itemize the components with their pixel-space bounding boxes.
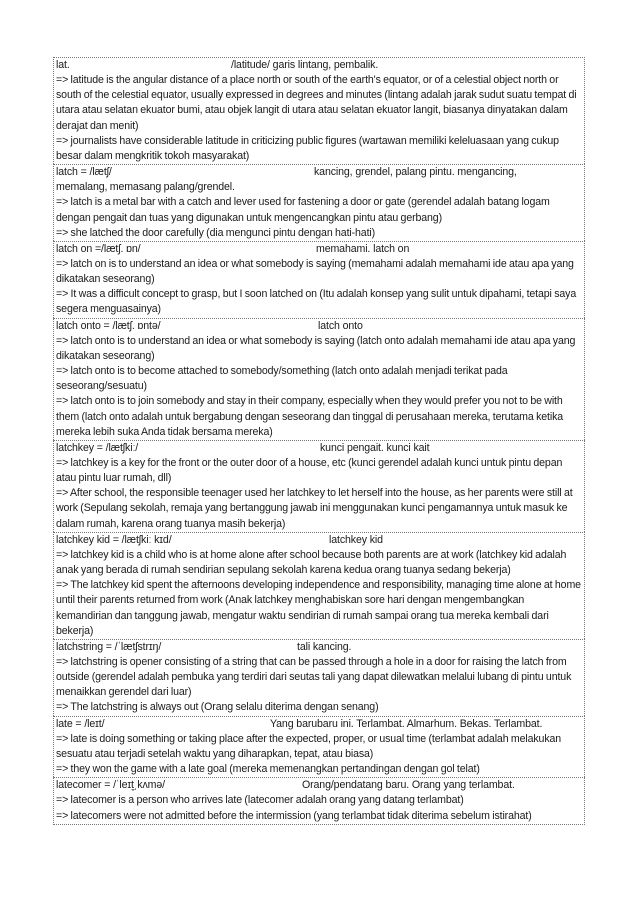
entry-definition: => latch onto is to understand an idea or what somebody is saying (latch onto adalah memahami ide atau apa yang dikatakan seseorang)	[56, 334, 576, 362]
entry-definition: => latecomer is a person who arrives late (latecomer adalah orang yang datang terlambat)	[56, 794, 464, 807]
entry-term: latch = /lætʃ/	[56, 166, 112, 179]
entry-head	[56, 778, 582, 793]
entry-meaning: Orang/pendatang baru. Orang yang terlambat.	[302, 779, 515, 792]
entry-meaning: kunci pengait. kunci kait	[320, 441, 430, 454]
entry-head	[56, 640, 582, 655]
entry-meaning: latch onto	[318, 319, 363, 332]
glossary-entry-latecomer	[53, 777, 585, 824]
entry-head	[56, 441, 582, 456]
entry-definition: => latitude is the angular distance of a place north or south of the earth's equator, or of a celestial object north or south of the celestial equator, usually expressed in degrees and minutes (lintang adalah jarak sudut suatu tempat di utara atau selatan ekuator bumi, atau objek langit di utara atau selatan ekuator langit, biasanya dinyatakan dalam derajat dan menit)	[56, 74, 577, 132]
entry-meaning: kancing, grendel, palang pintu. mengancing,	[314, 166, 517, 179]
glossary-entry-latch	[53, 164, 585, 241]
entry-definition: => latch is a metal bar with a catch and lever used for fastening a door or gate (gerendel adalah batang logam dengan pengait dan tuas yang digunakan untuk mengencangkan pintu atau gerbang)	[56, 196, 550, 224]
glossary-entry-latchstring	[53, 639, 585, 716]
entry-term: lat.	[56, 59, 70, 71]
entry-term: latch onto = /lætʃ. ɒntə/	[56, 319, 161, 332]
entry-definition: => latch onto is to join somebody and stay in their company, especially when they would prefer you not to be with them (latch onto adalah untuk bergabung dengan seseorang dan tinggal di perusahaan mereka, terutama ketika mereka lebih suka Anda tidak bersama mereka)	[56, 395, 564, 438]
entry-meaning: /latitude/ garis lintang, pembalik.	[231, 59, 379, 71]
glossary-entry-latchkey	[53, 440, 585, 532]
entry-example: => they won the game with a late goal (mereka memenangkan pertandingan dengan gol telat)	[56, 763, 480, 776]
glossary-entry-latchkey-kid	[53, 532, 585, 639]
entry-head	[56, 717, 582, 732]
entry-example: => The latchkey kid spent the afternoons developing independence and responsibility, managing time alone at home until their parents returned from work (Anak latchkey menghabiskan sore hari dengan mengembangkan kemandirian dan tanggung jawab, mengatur waktu sendirian di rumah sampai orang tua mereka kembali dari bekerja)	[56, 579, 581, 637]
entry-head	[56, 165, 582, 180]
entry-term: late = /leɪt/	[56, 717, 105, 730]
glossary-entry-lat	[53, 57, 585, 164]
entry-definition: => latch onto is to become attached to somebody/something (latch onto adalah menjadi terikat pada seseorang/sesuatu)	[56, 365, 508, 393]
entry-definition: => latch on is to understand an idea or what somebody is saying (memahami adalah memahami ide atau apa yang dikatakan seseorang)	[56, 257, 574, 286]
entry-example: => latecomers were not admitted before the intermission (yang terlambat tidak diterima sebelum istirahat)	[56, 809, 532, 822]
entry-meaning: memahami. latch on	[316, 242, 410, 255]
entry-meaning: latchkey kid	[329, 533, 383, 546]
glossary-entry-latch-onto	[53, 318, 585, 440]
entry-example: => The latchstring is always out (Orang selalu diterima dengan senang)	[56, 701, 379, 714]
glossary-entry-latch-on	[53, 241, 585, 318]
entry-definition: => latchstring is opener consisting of a string that can be passed through a hole in a door for raising the latch from outside (gerendel adalah pembuka yang terdiri dari seutas tali yang dapat dilewatkan melalui lubang di pintu untuk menaikkan gerendel dari luar)	[56, 655, 572, 699]
glossary-page	[53, 57, 585, 825]
entry-head	[56, 319, 582, 334]
entry-definition: => latchkey is a key for the front or the outer door of a house, etc (kunci gerendel adalah kunci untuk pintu depan atau pintu luar rumah, dll)	[56, 456, 563, 485]
entry-meaning: tali kancing.	[297, 640, 352, 653]
entry-term: latchkey kid = /lætʃkiː kɪd/	[56, 533, 172, 546]
entry-example: => It was a difficult concept to grasp, but I soon latched on (Itu adalah konsep yang sulit untuk dipahami, tetapi saya segera menguasainya)	[56, 288, 577, 316]
entry-term: latch on =/lætʃ. ɒn/	[56, 242, 141, 255]
entry-term: latchstring = /ˈlætʃstrɪŋ/	[56, 640, 162, 653]
entry-head	[56, 533, 582, 548]
entry-meaning: Yang barubaru ini. Terlambat. Almarhum. Bekas. Terlambat.	[270, 717, 543, 730]
entry-head	[56, 58, 582, 73]
entry-term: latchkey = /lætʃkiː/	[56, 441, 139, 454]
entry-example: => she latched the door carefully (dia mengunci pintu dengan hati-hati)	[56, 226, 376, 239]
entry-example: => journalists have considerable latitude in criticizing public figures (wartawan memiliki keleluasaan yang cukup besar dalam mengkritik tokoh masyarakat)	[56, 134, 559, 162]
entry-definition: => latchkey kid is a child who is at home alone after school because both parents are at work (latchkey kid adalah anak yang berada di rumah sendirian sepulang sekolah karena kedua orang tuanya sedang bekerja)	[56, 548, 567, 577]
entry-head	[56, 242, 582, 257]
entry-term: latecomer = /ˈleɪt̬ˌkʌmə/	[56, 779, 165, 792]
glossary-entry-late	[53, 716, 585, 778]
entry-example: => After school, the responsible teenager used her latchkey to let herself into the house, as her parents were still at work (Sepulang sekolah, remaja yang bertanggung jawab ini menggunakan kunci pengamannya untuk masuk ke dalam rumah, karena orang tuanya masih bekerja)	[56, 487, 573, 530]
entry-meaning-continued: memalang, memasang palang/grendel.	[56, 181, 235, 194]
entry-definition: => late is doing something or taking place after the expected, proper, or usual time (terlambat adalah melakukan sesuatu atau terjadi setelah waktu yang diharapkan, tepat, atau biasa)	[56, 732, 562, 760]
